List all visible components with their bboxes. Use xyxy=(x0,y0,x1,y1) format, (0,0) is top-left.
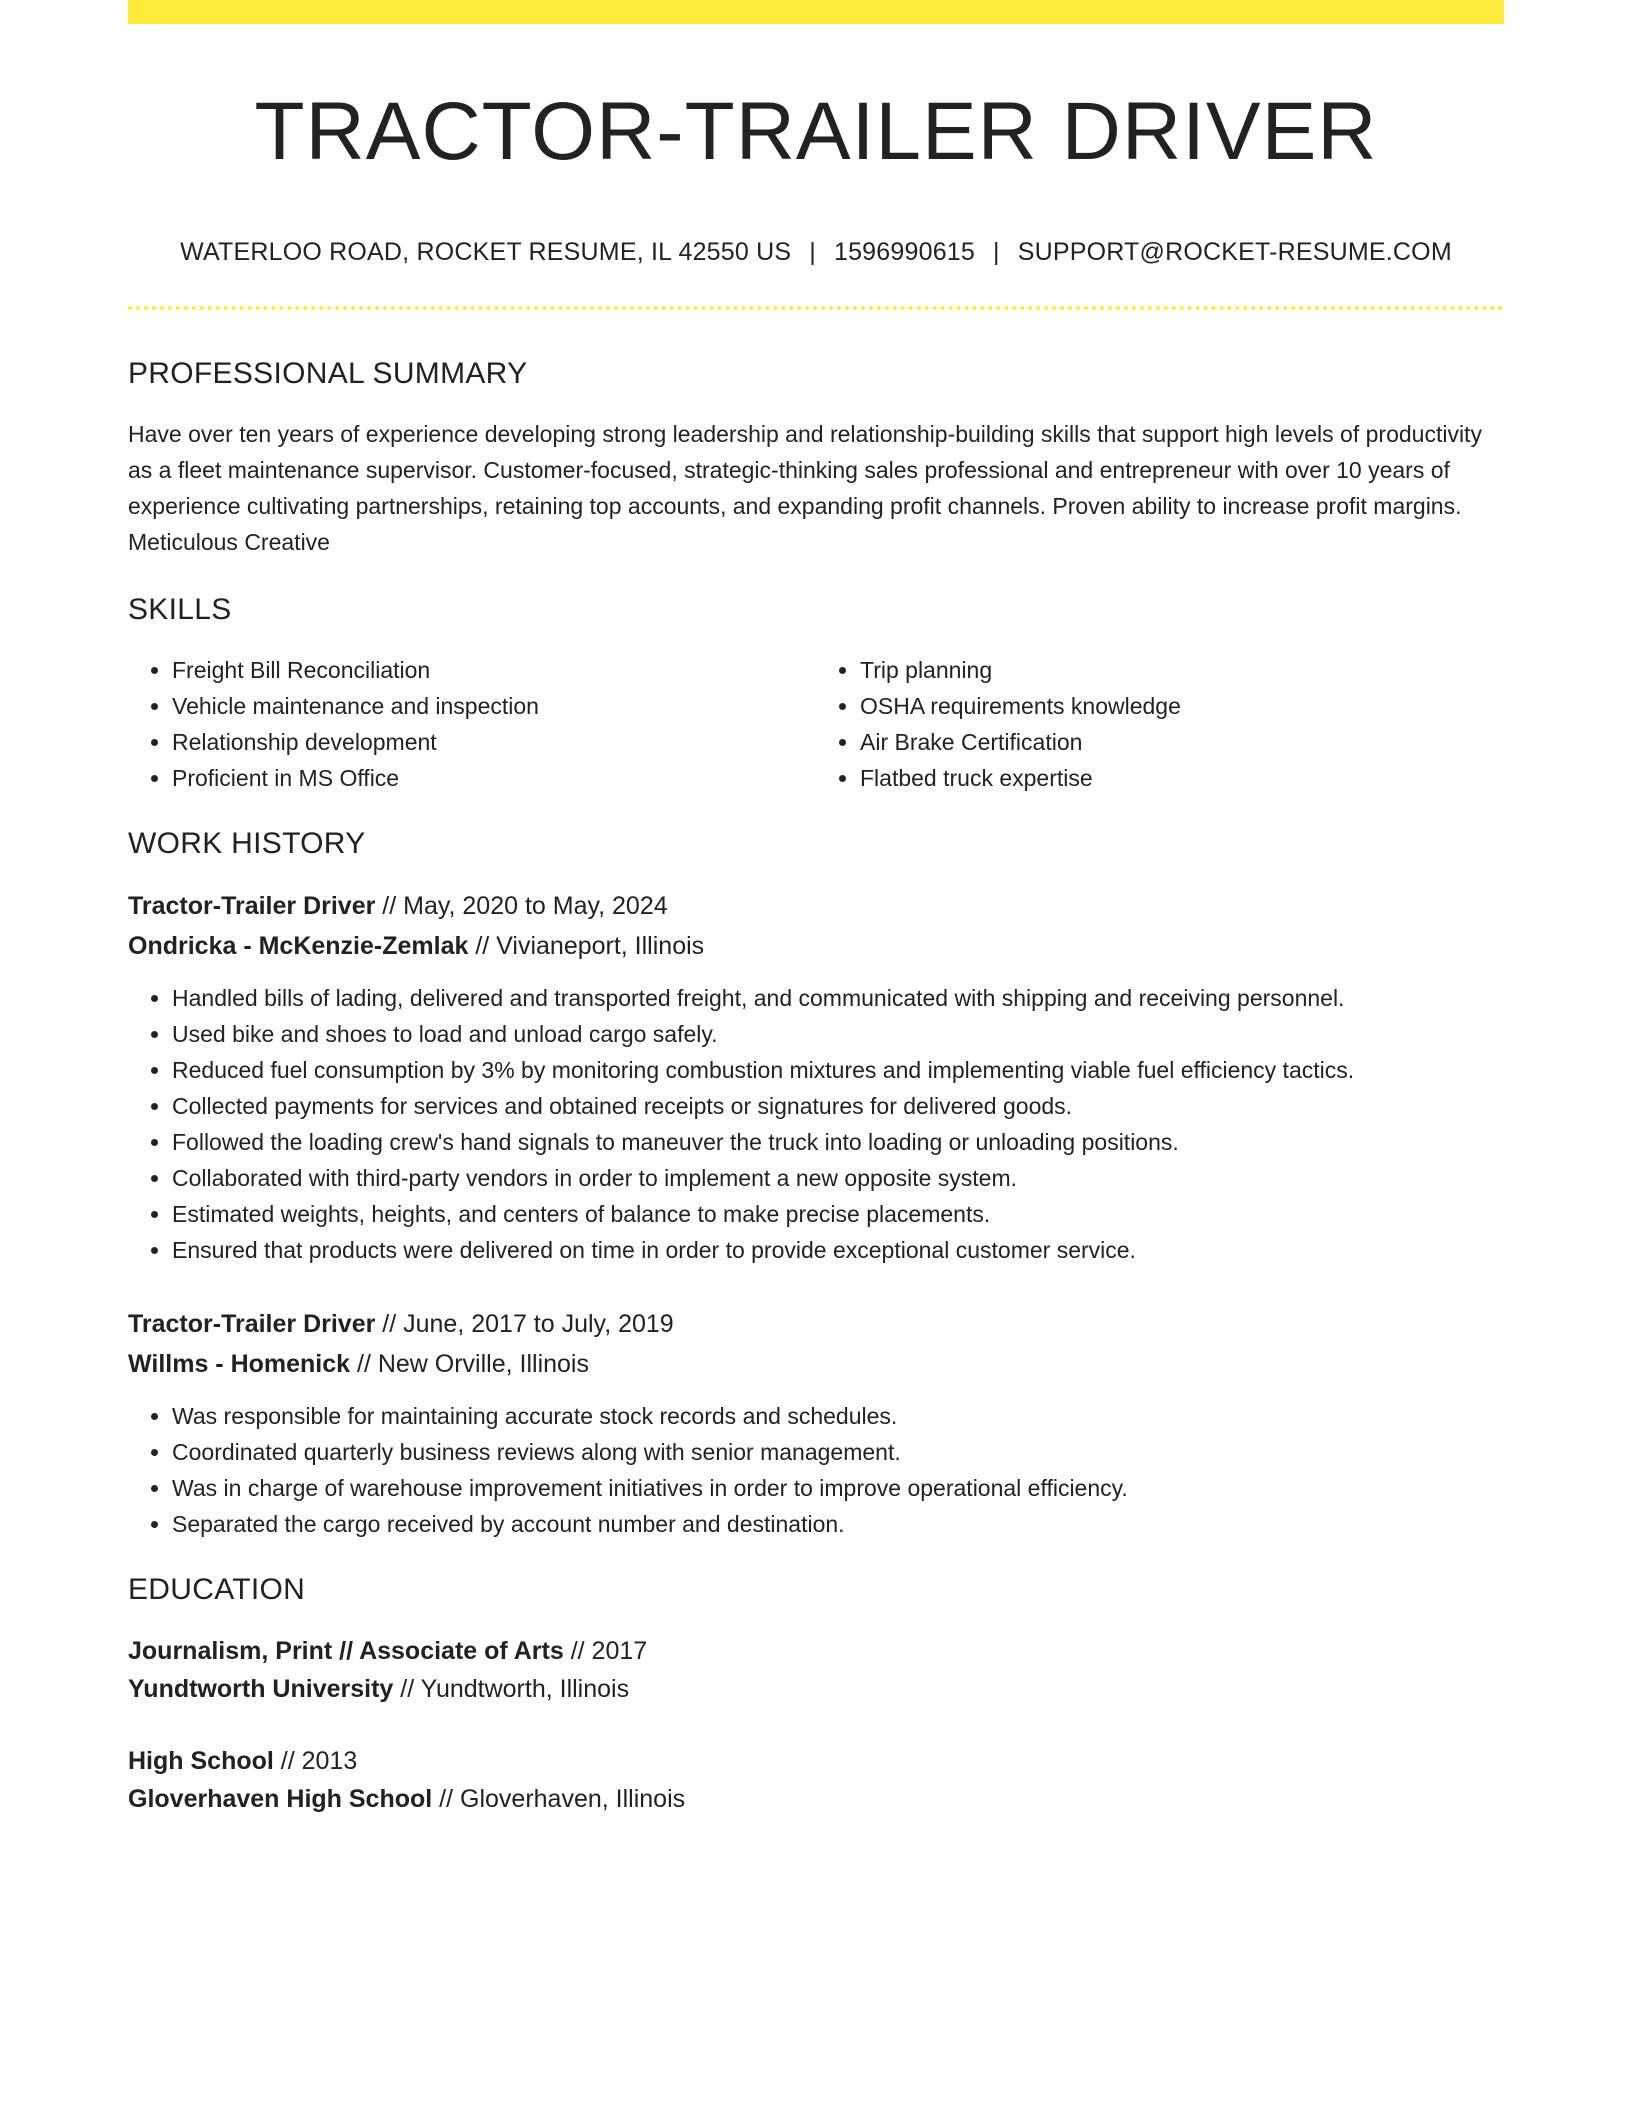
header-divider xyxy=(128,306,1504,310)
contact-line xyxy=(128,236,1504,268)
education-school: Yundtworth University xyxy=(128,1675,394,1703)
skill-item: • Vehicle maintenance and inspection xyxy=(172,688,816,724)
education-degree: Journalism, Print // Associate of Arts xyxy=(128,1637,564,1665)
education-degree-line xyxy=(128,1742,1504,1780)
contact-phone: 1596990615 xyxy=(833,238,976,266)
contact-separator: | xyxy=(809,238,816,266)
education-school-line xyxy=(128,1670,1504,1708)
work-history-heading: WORK HISTORY xyxy=(128,827,366,860)
job-duties xyxy=(128,980,1504,1268)
job-company: Ondricka - McKenzie-Zemlak xyxy=(128,932,469,960)
contact-separator: | xyxy=(993,238,1000,266)
skills-section xyxy=(128,590,1504,796)
education-entry xyxy=(128,1632,1504,1708)
job-dates: // June, 2017 to July, 2019 xyxy=(375,1310,674,1338)
education-degree-line xyxy=(128,1632,1504,1670)
accent-bar xyxy=(128,0,1504,24)
summary-heading: PROFESSIONAL SUMMARY xyxy=(128,357,528,390)
education-location: // Gloverhaven, Illinois xyxy=(432,1785,686,1813)
duty-item: • Reduced fuel consumption by 3% by monitoring combustion mixtures and implementing viable fuel efficiency tactics. xyxy=(172,1052,1504,1088)
duty-item: • Coordinated quarterly business reviews along with senior management. xyxy=(172,1434,1504,1470)
duty-item: • Handled bills of lading, delivered and transported freight, and communicated with shipping and receiving personnel. xyxy=(172,980,1504,1016)
education-heading: EDUCATION xyxy=(128,1573,306,1606)
education-year: // 2013 xyxy=(273,1747,358,1775)
education-year: // 2017 xyxy=(563,1637,648,1665)
job-location: // Vivianeport, Illinois xyxy=(468,932,705,960)
education-entry xyxy=(128,1742,1504,1818)
skills-list xyxy=(128,652,1504,796)
job-location: // New Orville, Illinois xyxy=(350,1350,589,1378)
job-entry xyxy=(128,1304,1504,1542)
duty-item: • Separated the cargo received by account number and destination. xyxy=(172,1506,1504,1542)
education-location: // Yundtworth, Illinois xyxy=(393,1675,630,1703)
job-title-line xyxy=(128,1304,1504,1344)
duty-item: • Collected payments for services and obtained receipts or signatures for delivered goods. xyxy=(172,1088,1504,1124)
duty-item: • Estimated weights, heights, and centers of balance to make precise placements. xyxy=(172,1196,1504,1232)
duty-item: • Collaborated with third-party vendors in order to implement a new opposite system. xyxy=(172,1160,1504,1196)
skill-item: • Relationship development xyxy=(172,724,816,760)
job-company-line xyxy=(128,1344,1504,1384)
job-entry xyxy=(128,886,1504,1268)
contact-address: WATERLOO ROAD, ROCKET RESUME, IL 42550 US xyxy=(180,238,792,266)
education-school: Gloverhaven High School xyxy=(128,1785,433,1813)
skills-column-left xyxy=(128,652,816,796)
resume-title: TRACTOR-TRAILER DRIVER xyxy=(254,86,1378,177)
skills-column-right xyxy=(816,652,1504,796)
skill-item: • Freight Bill Reconciliation xyxy=(172,652,816,688)
duty-item: • Was responsible for maintaining accurate stock records and schedules. xyxy=(172,1398,1504,1434)
job-company: Willms - Homenick xyxy=(128,1350,351,1378)
job-role: Tractor-Trailer Driver xyxy=(128,892,376,920)
job-title-line xyxy=(128,886,1504,926)
resume-page xyxy=(128,0,1504,1818)
skill-item: • Proficient in MS Office xyxy=(172,760,816,796)
education-degree: High School xyxy=(128,1747,274,1775)
duty-item: • Ensured that products were delivered on time in order to provide exceptional customer service. xyxy=(172,1232,1504,1268)
job-dates: // May, 2020 to May, 2024 xyxy=(375,892,668,920)
work-history-section xyxy=(128,824,1504,1542)
job-duties xyxy=(128,1398,1504,1542)
summary-text: Have over ten years of experience developing strong leadership and relationship-building skills that support high levels of productivity as a fleet maintenance supervisor. Customer-focused, strategic-thinking sales professional and entrepreneur with over 10 years of experience cultivating partnerships, retaining top accounts, and expanding profit channels. Proven ability to increase profit margins. Meticulous Creative xyxy=(128,421,1482,555)
skill-item: • Trip planning xyxy=(860,652,1504,688)
summary-section xyxy=(128,354,1504,560)
duty-item: • Followed the loading crew's hand signals to maneuver the truck into loading or unloading positions. xyxy=(172,1124,1504,1160)
job-role: Tractor-Trailer Driver xyxy=(128,1310,376,1338)
job-company-line xyxy=(128,926,1504,966)
skills-heading: SKILLS xyxy=(128,593,232,626)
duty-item: • Was in charge of warehouse improvement initiatives in order to improve operational efficiency. xyxy=(172,1470,1504,1506)
skill-item: • Air Brake Certification xyxy=(860,724,1504,760)
duty-item: • Used bike and shoes to load and unload cargo safely. xyxy=(172,1016,1504,1052)
education-section xyxy=(128,1570,1504,1818)
skill-item: • Flatbed truck expertise xyxy=(860,760,1504,796)
contact-email[interactable]: SUPPORT@ROCKET-RESUME.COM xyxy=(1017,238,1452,266)
education-school-line xyxy=(128,1780,1504,1818)
skill-item: • OSHA requirements knowledge xyxy=(860,688,1504,724)
